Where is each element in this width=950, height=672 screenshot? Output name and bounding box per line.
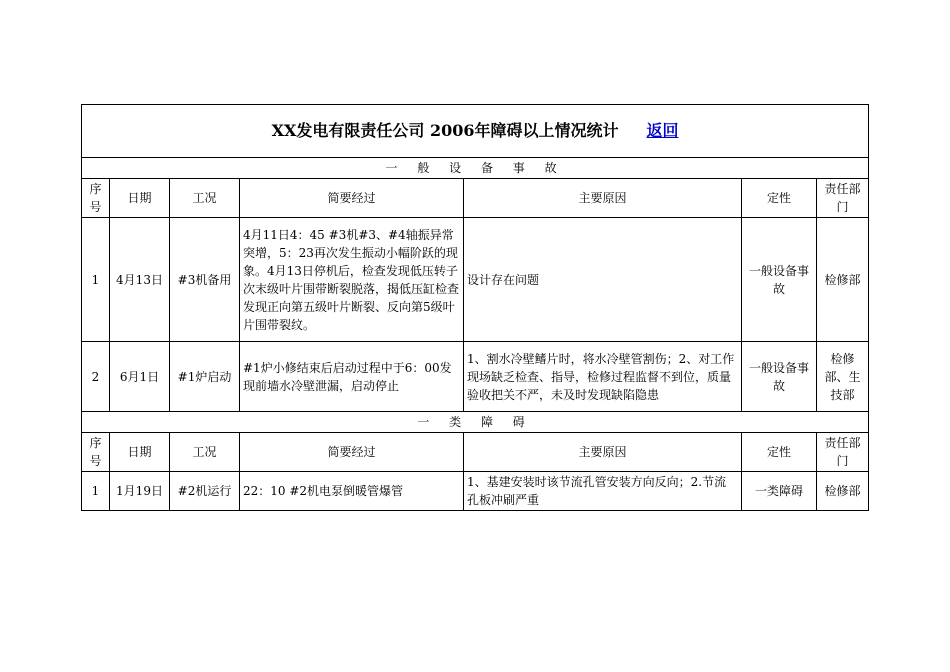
row-no: 1 [82,472,110,511]
row-condition: #2机运行 [170,472,240,511]
col-header-dept: 责任部门 [817,433,869,472]
row-summary: 22：10 #2机电泵倒暖管爆管 [240,472,464,511]
col-header-date: 日期 [110,433,170,472]
row-no: 1 [82,218,110,342]
col-header-nature: 定性 [742,433,817,472]
row-cause: 设计存在问题 [464,218,742,342]
row-dept: 检修部 [817,472,869,511]
title-row [82,105,869,158]
title-cell [82,105,869,158]
col-header-summary: 简要经过 [240,433,464,472]
row-date: 6月1日 [110,342,170,412]
col-header-no: 序号 [82,179,110,218]
row-no: 2 [82,342,110,412]
back-link[interactable]: 返回 [646,121,679,140]
col-header-cause: 主要原因 [464,179,742,218]
col-header-nature: 定性 [742,179,817,218]
column-header-row [82,179,869,218]
section-title: 一 般 设 备 事 故 [82,158,869,179]
row-summary: 4月11日4：45 #3机#3、#4轴振异常突增，5：23再次发生振动小幅阶跃的现象。4月13日停机后，检查发现低压转子次末级叶片围带断裂脱落，揭低压缸检查发现正向第五级叶片断裂、反向第5级叶片围带裂纹。 [240,218,464,342]
row-dept: 检修部 [817,218,869,342]
report-sheet [81,104,868,511]
section-title: 一 类 障 碍 [82,412,869,433]
row-date: 4月13日 [110,218,170,342]
table-row [82,342,869,412]
table-row [82,472,869,511]
col-header-cause: 主要原因 [464,433,742,472]
incident-table [81,104,869,511]
col-header-date: 日期 [110,179,170,218]
col-header-summary: 简要经过 [240,179,464,218]
row-cause: 1、割水冷壁鳍片时，将水冷壁管割伤；2、对工作现场缺乏检查、指导，检修过程监督不到位，质量验收把关不严，未及时发现缺陷隐患 [464,342,742,412]
row-condition: #1炉启动 [170,342,240,412]
row-date: 1月19日 [110,472,170,511]
page-title: XX发电有限责任公司 2006年障碍以上情况统计 [271,121,619,140]
col-header-condition: 工况 [170,179,240,218]
row-nature: 一般设备事故 [742,218,817,342]
row-summary: #1炉小修结束后启动过程中于6：00发现前墙水冷壁泄漏，启动停止 [240,342,464,412]
col-header-condition: 工况 [170,433,240,472]
row-condition: #3机备用 [170,218,240,342]
table-row [82,218,869,342]
col-header-no: 序号 [82,433,110,472]
col-header-dept: 责任部门 [817,179,869,218]
column-header-row [82,433,869,472]
section-header [82,158,869,179]
row-nature: 一类障碍 [742,472,817,511]
row-dept: 检修部、生技部 [817,342,869,412]
row-nature: 一般设备事故 [742,342,817,412]
section-header [82,412,869,433]
row-cause: 1、基建安装时该节流孔管安装方向反向；2.节流孔板冲刷严重 [464,472,742,511]
